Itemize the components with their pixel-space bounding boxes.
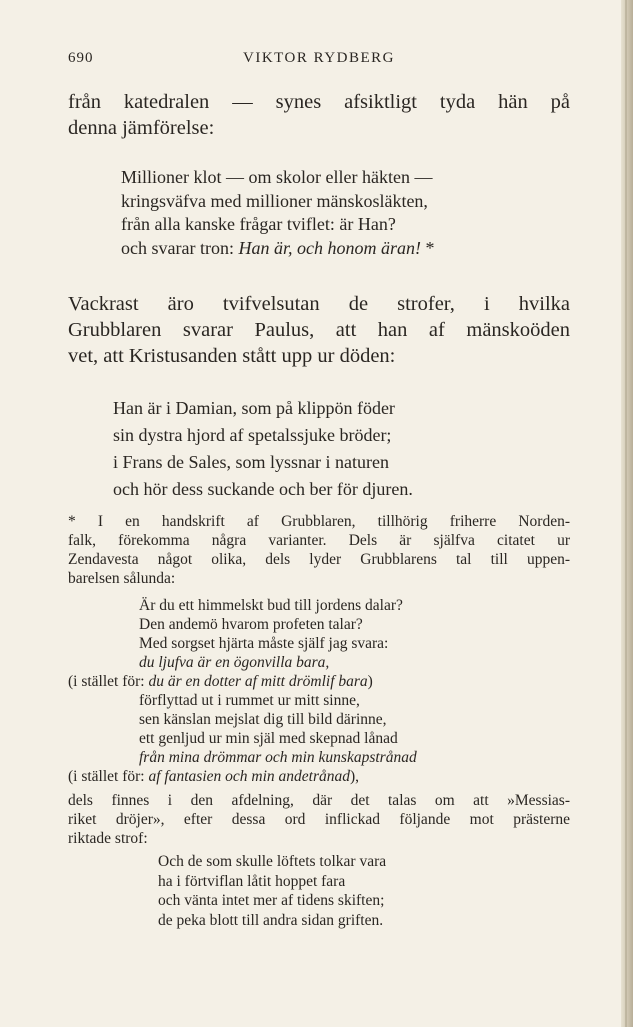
verse-line: de peka blott till andra sidan griften. [158,911,384,929]
verse-line: och vänta intet mer af tidens skiften; [158,892,385,909]
verse-text: förflyttad ut i rummet ur mitt sinne, [139,692,360,709]
paragraph-main [68,291,570,369]
verse-line [68,596,417,615]
verse-line [68,672,417,691]
text-line: från katedralen — synes afsiktligt tyda hän på [68,91,570,113]
verse-line: Han är i Damian, som på klippön föder [113,398,395,418]
footnote-line: Zendavesta något olika, dels lyder Grubblarens tal till uppen- [68,551,570,568]
footnote-marker: * [420,237,435,258]
verse-italic: af fantasien och min andetrånad [148,768,350,785]
footnote-line: riktade strof: [68,830,148,847]
page-edge [621,0,633,1027]
verse-line [68,615,417,634]
verse-line: från alla kanske frågar tviflet: är Han? [121,214,396,234]
verse-line [68,729,417,748]
page-number: 690 [68,50,94,66]
verse-text: Med sorgset hjärta måste själf jag svara: [139,635,389,652]
verse-text: ) [367,673,373,690]
footnote-line: barelsen sålunda: [68,570,176,587]
verse-italic: Han är, och honom äran! [238,237,421,258]
footnote-verse [68,596,417,786]
text-line: Vackrast äro tvifvelsutan de strofer, i hvilka [68,293,570,315]
text-line: Grubblaren svarar Paulus, att han af mänskoöden [68,319,570,341]
verse-line [68,748,417,767]
verse-line: kringsväfva med millioner mänskosläkten, [121,190,428,211]
verse-line [68,767,417,786]
verse-line: Och de som skulle löftets tolkar vara [158,853,387,870]
paragraph-intro [68,89,570,141]
footnote-line: falk, förekomma några varianter. Dels är själfva citatet ur [68,532,570,549]
verse-line [68,634,417,653]
page-edge-line [625,0,627,1027]
verse-stanza-1 [121,166,434,260]
verse-line: och hör dess suckande och ber för djuren. [113,479,413,499]
verse-text: ett genljud ur min själ med skepnad lånad [139,730,398,747]
footnote-line: riket dröjer», efter dessa ord inflickad följande mot prästerne [68,811,570,828]
footnote [68,512,570,588]
verse-line: sin dystra hjord af spetalssjuke bröder; [113,425,392,445]
verse-text: (i stället för: [68,768,149,785]
verse-italic: från mina drömmar och min kunskapstrånad [139,749,417,766]
footnote-continuation [68,791,570,848]
verse-stanza-2 [113,395,413,503]
verse-italic: du är en dotter af mitt drömlif bara [148,673,368,690]
verse-text: och svarar tron: [121,237,239,258]
text-line: vet, att Kristusanden stått upp ur döden: [68,345,396,367]
footnote-line: * I en handskrift af Grubblaren, tillhörig friherre Norden- [68,513,570,530]
footnote-line: dels finnes i den afdelning, där det talas om att »Messias- [68,792,570,809]
verse-line [68,710,417,729]
verse-line [121,237,434,261]
verse-text: sen känslan mejslat dig till bild därinne, [139,711,387,728]
verse-line: i Frans de Sales, som lyssnar i naturen [113,452,389,472]
verse-text: Den andemö hvarom profeten talar? [139,616,363,633]
running-title: VIKTOR RYDBERG [243,50,395,66]
footnote-verse-2 [158,852,386,930]
verse-line [68,653,417,672]
verse-line: ha i förtviflan låtit hoppet fara [158,872,346,890]
verse-line: Millioner klot — om skolor eller häkten — [121,167,433,187]
text-line: denna jämförelse: [68,117,215,139]
verse-text: ), [350,768,360,785]
verse-line [68,691,417,710]
verse-italic: du ljufva är en ögonvilla bara, [139,654,330,671]
verse-text: (i stället för: [68,673,149,690]
verse-text: Är du ett himmelskt bud till jordens dalar? [139,597,403,614]
page-header [68,50,570,74]
